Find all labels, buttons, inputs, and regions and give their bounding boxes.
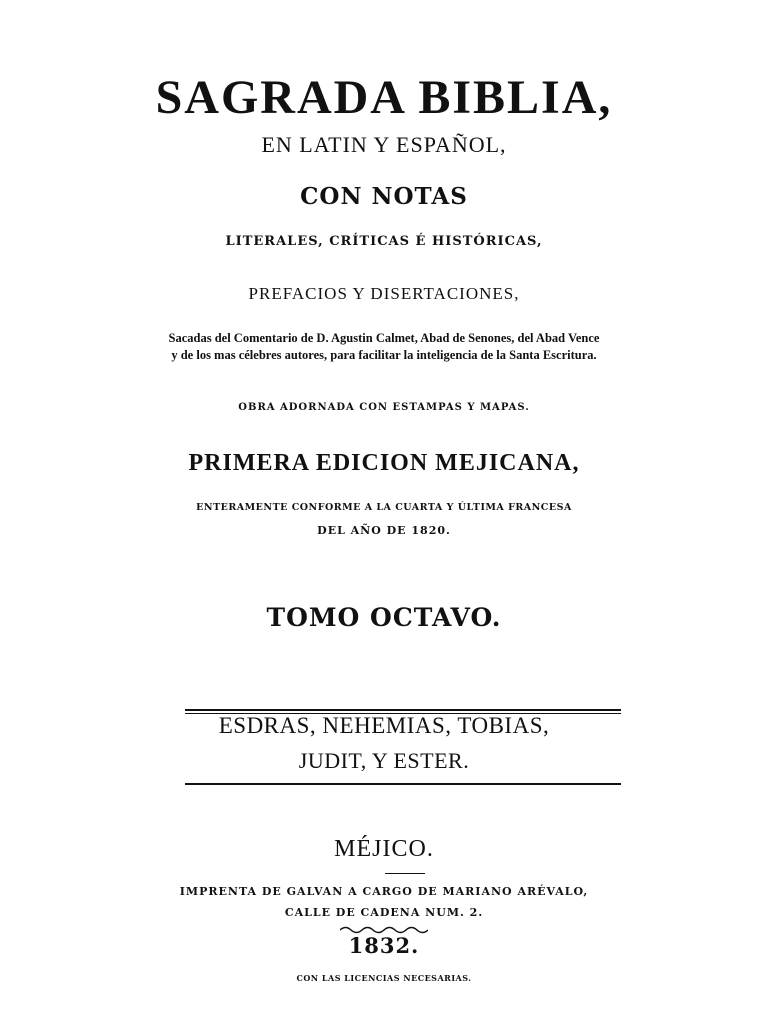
notes-description: LITERALES, CRÍTICAS É HISTÓRICAS, [225,234,543,249]
prefaces-line: PREFACIOS Y DISERTACIONES, [248,284,520,303]
source-description [0,330,768,364]
notes-heading: CON NOTAS [300,183,468,210]
edition-year: DEL AÑO DE 1820. [317,524,451,537]
subtitle: EN LATIN Y ESPAÑOL, [261,132,507,157]
books-bottom-rule [185,783,621,785]
work-adorned-line: OBRA ADORNADA CON ESTAMPAS Y MAPAS. [238,402,530,413]
publication-year: 1832. [348,933,420,958]
city-rule [385,873,425,874]
printer: IMPRENTA DE GALVAN A CARGO DE MARIANO ARÉVALO, [179,885,589,898]
edition-conformity: ENTERAMENTE CONFORME A LA CUARTA Y ÚLTIMA FRANCESA [196,502,572,513]
books-line-1: ESDRAS, NEHEMIAS, TOBIAS, [218,713,550,738]
books-top-rule [185,709,621,711]
licenses: CON LAS LICENCIAS NECESARIAS. [296,973,472,983]
books-line-2: JUDIT, Y ESTER. [298,748,470,773]
volume-heading: TOMO OCTAVO. [266,603,502,632]
main-title: SAGRADA BIBLIA, [155,71,613,124]
source-line-1: Sacadas del Comentario de D. Agustin Calmet, Abad de Senones, del Abad Vence [168,331,600,345]
city: MÉJICO. [334,836,434,862]
edition-heading: PRIMERA EDICION MEJICANA, [188,450,580,476]
printer-address: CALLE DE CADENA NUM. 2. [284,906,484,919]
source-line-2: y de los mas célebres autores, para facilitar la inteligencia de la Santa Escritura. [171,348,597,362]
